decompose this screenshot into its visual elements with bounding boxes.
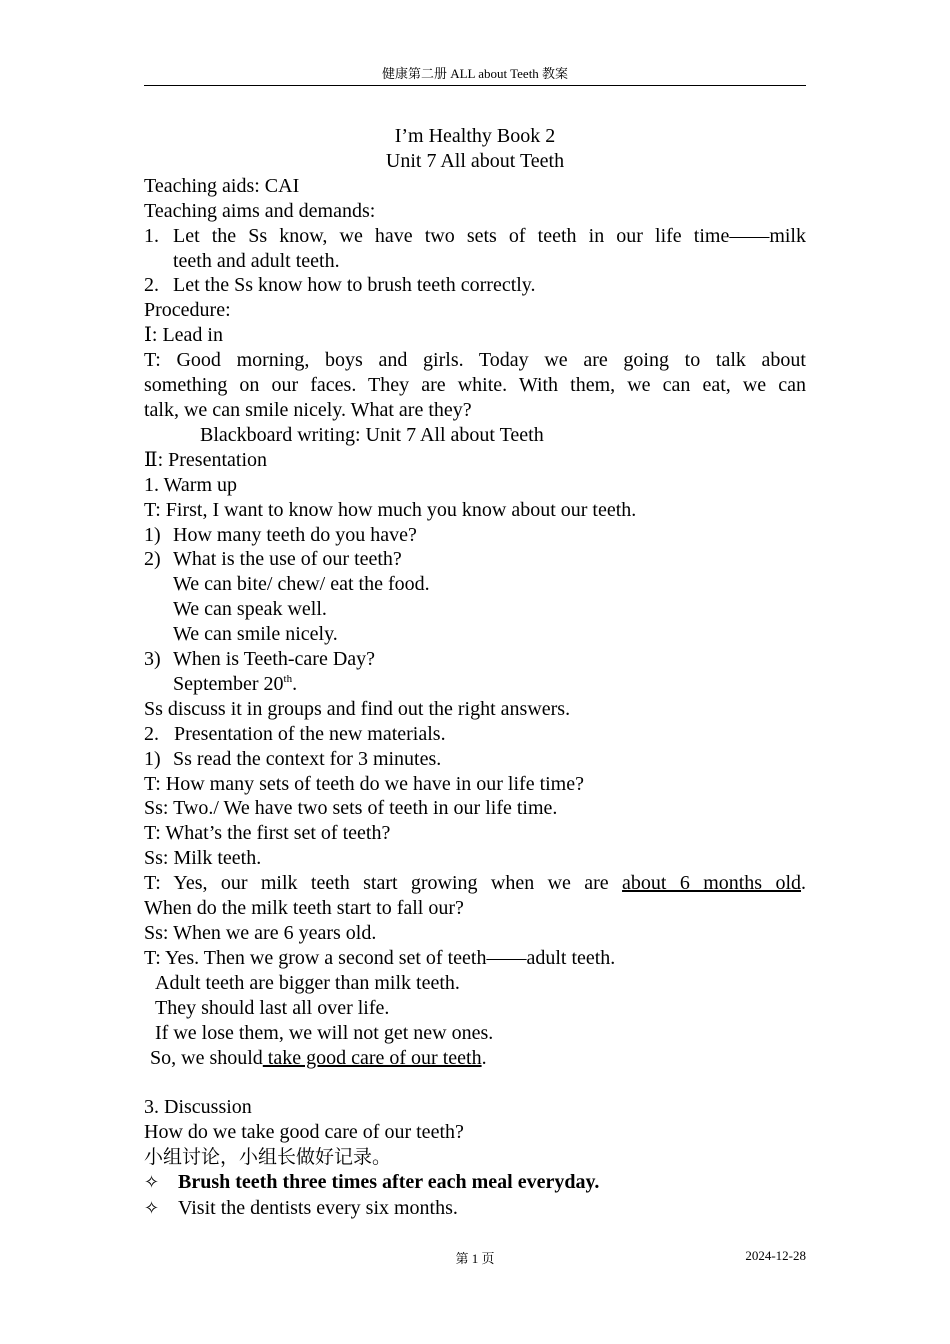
dialogue-line-12-period: . (481, 1046, 487, 1069)
lead-in-line-3: talk, we can smile nicely. What are they? (144, 398, 472, 421)
question-1-number: 1) (144, 523, 161, 546)
dialogue-line-12 (144, 1046, 806, 1071)
title-line-2: Unit 7 All about Teeth (385, 149, 565, 172)
question-3-text: When is Teeth-care Day? (173, 648, 376, 671)
dialogue-line-2: Ss: Two./ We have two sets of teeth in our life time. (144, 797, 558, 820)
aim-2 (144, 273, 806, 298)
dialogue-line-12-text: So, we should (150, 1046, 263, 1069)
discussion-chinese-note: 小组讨论，小组长做好记录。 (144, 1146, 392, 1169)
page-number: 第 1 页 (455, 1251, 495, 1266)
question-1-text: How many teeth do you have? (173, 523, 417, 546)
read-context-text: Ss read the context for 3 minutes. (173, 747, 442, 770)
aim-1-text: Let the Ss know, we have two sets of teeth in our life time——milk (173, 224, 806, 247)
procedure-heading: Procedure: (144, 299, 231, 322)
lead-in-line-1: T: Good morning, boys and girls. Today we are going to talk about (144, 349, 806, 372)
dialogue-line-5-text: T: Yes, our milk teeth start growing when we are (144, 872, 609, 895)
diamond-bullet-icon: ✧ (144, 1172, 160, 1194)
teacher-line-first: T: First, I want to know how much you know about our teeth. (144, 498, 637, 521)
discussion-heading: 3. Discussion (144, 1096, 252, 1119)
bullet-item-1 (144, 1170, 806, 1196)
dialogue-line-5-period: . (801, 872, 807, 895)
dialogue-line-5 (144, 871, 806, 896)
answer-2-line-1: We can bite/ chew/ eat the food. (173, 573, 430, 596)
dialogue-line-1: T: How many sets of teeth do we have in our life time? (144, 772, 584, 795)
dialogue-line-6: When do the milk teeth start to fall our? (144, 897, 464, 920)
question-2-text: What is the use of our teeth? (173, 548, 402, 571)
dialogue-line-11: If we lose them, we will not get new ones. (155, 1021, 494, 1044)
dialogue-line-9: Adult teeth are bigger than milk teeth. (155, 971, 460, 994)
dialogue-line-7: Ss: When we are 6 years old. (144, 922, 377, 944)
dialogue-line-4: Ss: Milk teeth. (144, 847, 262, 870)
aim-1-line-2: teeth and adult teeth. (173, 249, 340, 272)
document-body (144, 124, 806, 1222)
read-context (144, 747, 806, 772)
question-3 (144, 647, 806, 672)
bullet-item-1-text: Brush teeth three times after each meal everyday. (178, 1171, 600, 1194)
dialogue-line-3: T: What’s the first set of teeth? (144, 822, 391, 845)
aim-2-number: 2. (144, 274, 159, 297)
dialogue-line-5-underlined: about 6 months old (622, 872, 802, 895)
question-1 (144, 523, 806, 548)
title-line-1: I’m Healthy Book 2 (394, 125, 556, 147)
group-discussion-note: Ss discuss it in groups and find out the right answers. (144, 697, 571, 720)
read-context-number: 1) (144, 747, 161, 770)
question-3-number: 3) (144, 648, 161, 671)
warm-up-heading: 1. Warm up (144, 473, 238, 496)
answer-3-period: . (292, 672, 298, 695)
new-materials-heading: 2. Presentation of the new materials. (144, 722, 446, 745)
lead-in-heading: Ⅰ: Lead in (144, 324, 223, 347)
bullet-item-2-text: Visit the dentists every six months. (178, 1196, 458, 1219)
blank-line (144, 1070, 806, 1095)
aim-2-text: Let the Ss know how to brush teeth correctly. (173, 274, 536, 297)
header-rule (144, 85, 806, 86)
answer-2-line-3: We can smile nicely. (173, 623, 338, 646)
answer-3 (144, 672, 806, 697)
aim-1-number: 1. (144, 224, 159, 247)
aim-1-line-1 (144, 224, 806, 249)
page-header: 健康第二册 ALL about Teeth 教案 (381, 66, 569, 81)
discussion-question: How do we take good care of our teeth? (144, 1121, 464, 1144)
bullet-item-2 (144, 1196, 806, 1222)
answer-3-superscript: th (283, 672, 293, 685)
teaching-aims-heading: Teaching aims and demands: (144, 199, 376, 222)
answer-2-line-2: We can speak well. (173, 598, 327, 621)
dialogue-line-8: T: Yes. Then we grow a second set of teeth——adult teeth. (144, 946, 616, 969)
footer-date: 2024-12-28 (745, 1248, 806, 1263)
dialogue-line-12-underlined: take good care of our teeth (262, 1046, 482, 1069)
presentation-heading: Ⅱ: Presentation (144, 448, 268, 471)
diamond-bullet-icon: ✧ (144, 1197, 160, 1219)
teaching-aids: Teaching aids: CAI (144, 174, 300, 197)
lead-in-line-2: something on our faces. They are white. With them, we can eat, we can (144, 374, 806, 397)
dialogue-line-10: They should last all over life. (155, 996, 390, 1019)
question-2 (144, 547, 806, 572)
answer-3-text: September 20 (173, 672, 284, 695)
question-2-number: 2) (144, 548, 161, 571)
blackboard-writing: Blackboard writing: Unit 7 All about Teeth (200, 423, 544, 446)
